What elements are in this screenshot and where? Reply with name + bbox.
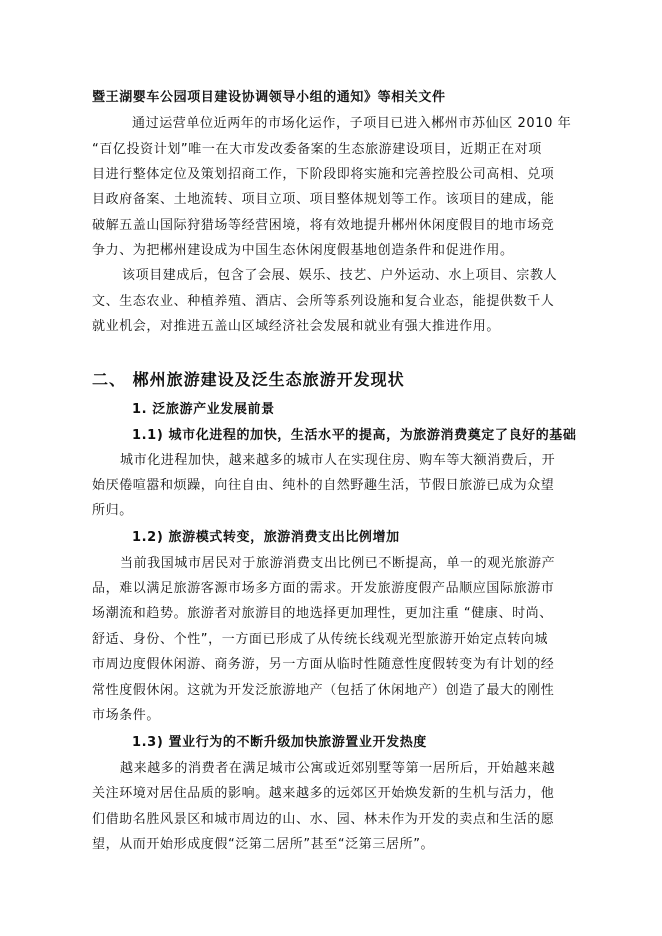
sub1-3-line-3: 们借助名胜风景区和城市周边的山、水、园、林未作为开发的卖点和生活的愿 xyxy=(92,812,555,827)
sub1-1-line-1: 城市化进程加快，越来越多的城市人在实现住房、购车等大额消费后，开 xyxy=(120,453,556,468)
intro-line-2: “百亿投资计划”唯一在大市发改委备案的生态旅游建设项目，近期正在对项 xyxy=(92,142,542,157)
subsection-1-2-title: 1.2) 旅游模式转变，旅游消费支出比例增加 xyxy=(132,530,400,545)
intro-line-4: 目政府备案、土地流转、项目立项、项目整体规划等工作。该项目的建成，能 xyxy=(92,192,555,207)
subsection-1-3-title: 1.3) 置业行为的不断升级加快旅游置业开发热度 xyxy=(132,735,427,750)
sub1-2-line-7: 市场条件。 xyxy=(92,708,161,723)
sub1-2-line-6: 常性度假休闲。这就为开发泛旅游地产（包括了休闲地产）创造了最大的刚性 xyxy=(92,683,555,698)
sub1-2-line-5: 市周边度假休闲游、商务游，另一方面从临时性随意性度假转变为有计划的经 xyxy=(92,657,555,672)
intro2-line-1: 该项目建成后，包含了会展、娱乐、技艺、户外运动、水上项目、宗教人 xyxy=(122,268,558,283)
sub1-3-line-1: 越来越多的消费者在满足城市公寓或近郊别墅等第一居所后，开始越来越 xyxy=(120,761,556,776)
intro2-line-3: 就业机会，对推进五盖山区域经济社会发展和就业有强大推进作用。 xyxy=(92,319,501,334)
sub1-3-line-4: 望，从而开始形成度假“泛第二居所”甚至“泛第三居所”。 xyxy=(92,837,435,852)
subsection-1-1-title: 1.1) 城市化进程的加快，生活水平的提高，为旅游消费奠定了良好的基础 xyxy=(132,428,577,443)
intro-line-6: 争力、为把郴州建设成为中国生态休闲度假基地创造条件和促进作用。 xyxy=(92,243,514,258)
sub1-1-line-2: 始厌倦喧嚣和烦躁，向往自由、纯朴的自然野趣生活，节假日旅游已成为众望 xyxy=(92,478,555,493)
intro-line-1: 通过运营单位近两年的市场化运作，子项目已进入郴州市苏仙区 2010 年 xyxy=(132,116,572,131)
sub1-3-line-2: 关注环境对居住品质的影响。越来越多的远郊区开始焕发新的生机与活力，他 xyxy=(92,786,555,801)
intro-line-5: 破解五盖山国际狩猎场等经营困境，将有效地提升郴州休闲度假目的地市场竞 xyxy=(92,218,555,233)
sub1-2-line-2: 品，难以满足旅游客源市场多方面的需求。开发旅游度假产品顺应国际旅游市 xyxy=(92,581,555,596)
notice-heading: 暨王湖婴车公园项目建设协调领导小组的通知》等相关文件 xyxy=(92,90,446,105)
sub1-1-line-3: 所归。 xyxy=(92,503,133,518)
section-title: 二、 郴州旅游建设及泛生态旅游开发现状 xyxy=(92,370,405,389)
intro-line-3: 目进行整体定位及策划招商工作，下阶段即将实施和完善控股公司高相、兑项 xyxy=(92,167,555,182)
sub1-2-line-4: 舒适、身份、个性”，一方面已形成了从传统长线观光型旅游开始定点转向城 xyxy=(92,632,549,647)
intro2-line-2: 文、生态农业、种植养殖、酒店、会所等系列设施和复合业态，能提供数千人 xyxy=(92,294,555,309)
sub1-2-line-3: 场潮流和趋势。旅游者对旅游目的地选择更加理性，更加注重 “健康、时尚、 xyxy=(92,606,553,621)
subsection-1-title: 1. 泛旅游产业发展前景 xyxy=(132,402,275,417)
sub1-2-line-1: 当前我国城市居民对于旅游消费支出比例已不断提高，单一的观光旅游产 xyxy=(120,556,556,571)
